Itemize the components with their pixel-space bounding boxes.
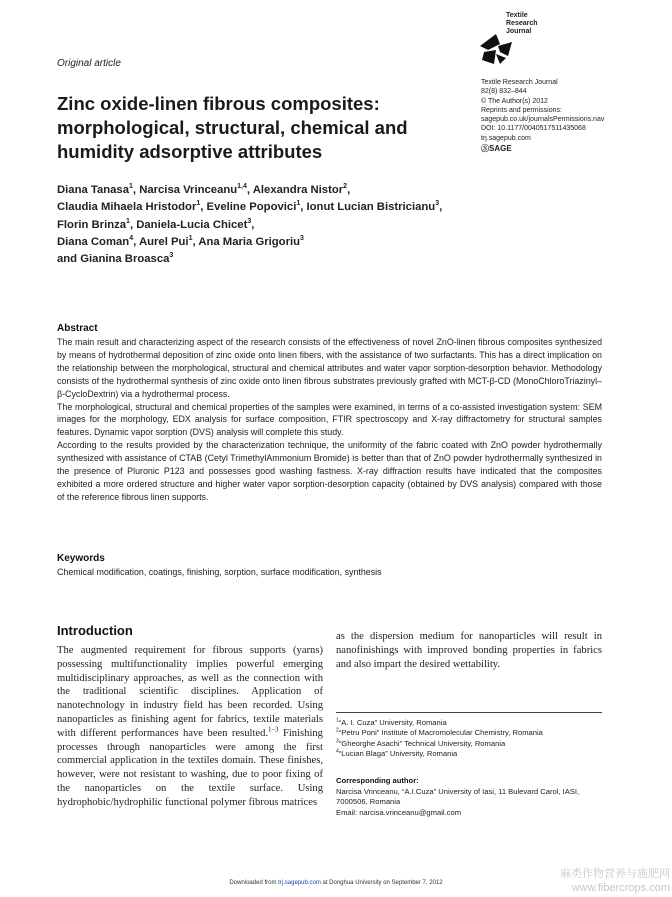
download-notice: Downloaded from trj.sagepub.com at Donghua University on September 7, 2012 [229,880,443,886]
introduction-right-column: as the dispersion medium for nanoparticles will result in nanofinishings with improved bonding properties in fabrics and also impart the desired wettability. [336,631,602,670]
affiliation-item: $^3$“Gheorghe Asachi” Technical University, Romania [336,738,506,748]
abstract-paragraph: According to the results provided by the characterization technique, the uniformity of the fabric coated with ZnO powder hydrothermally synthesized with assistance of CTAB (Cetyl TrimethylAmmonium Bromide) is better than that of ZnO powder hydrothermally synthesized in the presence of Pluronic P123 and possesses good washing fastness. X-ray diffraction results have indicated that the composites exhibited a more ordered structure and higher water vapor sorption-desorption capacity (obtained by DVS analysis) compared with those of the reference fibrous linen supports. [57,440,602,502]
corresponding-email: Email: narcisa.vrinceanu@gmail.com [336,807,462,817]
introduction-left-column: The augmented requirement for fibrous supports (yarns) possessing multifunctionality implies powerful emerging multidisciplinary approaches, as well as the connection with the traditional scientific disciplines. Application of nanotechnology in industry field has been recorded. Using nanoparticles as finishing agent for fabrics, textile materials with different performances have been resulted.$^{1-3}$ Finishing processes through nanoparticles were among the first commercial application in the textiles domain. These finishes, however, were not resistant to washing, due to poor fixing of the nanoparticles on the textile surface. Using hydrophobic/hydrophilic functional polymer fibrous matrices [57,645,323,808]
affiliation-item: $^2$“Petru Poni” Institute of Macromolecular Chemistry, Romania [336,727,543,738]
introduction-heading: Introduction [57,623,133,638]
footnote-divider [336,712,602,713]
affiliation-item: $^4$“Lucian Blaga” University, Romania [336,748,458,759]
journal-logo-mark-icon [478,34,514,64]
author-list: Diana Tanasa$^1$, Narcisa Vrinceanu$^{1,4}$, Alexandra Nistor$^2$, Claudia Mihaela Hristodor$^1$, Eveline Popovici$^1$, Ionut Lucian Bistricianu$^3$, Florin Brinza$^1$, Daniela-Lucia Chicet$^3$, Diana Coman$^4$, Aurel Pui$^1$, Ana Maria Grigoriu$^3$ and Gianina Broasca$^3$ [57,183,443,266]
affiliations [336,718,602,760]
affiliation-item: $^1$“A. I. Cuza” University, Romania [336,717,447,727]
corresponding-author-details: Narcisa Vrinceanu, “A.I.Cuza” University of Iasi, 11 Bulevard Carol, IASI, 7000506, Romania Email: narcisa.vrinceanu@gmail.com [336,787,602,818]
abstract-paragraph: The main result and characterizing aspect of the research consists of the effectiveness of novel ZnO-linen fibrous composites synthesized by means of hydrothermal deposition of zinc oxide onto linen fibers, with the assistance of two surfactants. This has a direct implication on the relationship between the morphological, structural and chemical attributes and water vapor sorption-desorption behavior. Methodology consists of the hydrothermal synthesis of zinc oxide onto linen fibrous substrates previously grafted with MCT-β-CD (MonoChloroTriazinyl–β-CycloDextrin) via a hydrothermal process. [57,337,602,399]
sage-logo: ⓈSAGE [481,144,512,154]
download-link[interactable]: trj.sagepub.com [278,880,321,886]
paper-title: Zinc oxide-linen fibrous composites: morphological, structural, chemical and humidity adsorptive attributes [57,93,408,162]
journal-logo-text: Textile Research Journal [506,12,538,35]
keywords-text: Chemical modification, coatings, finishing, sorption, surface modification, synthesis [57,567,382,577]
citation-marker: 1–3 [268,725,279,734]
keywords-heading: Keywords [57,553,105,564]
abstract-body [57,336,602,504]
abstract-heading: Abstract [57,323,98,334]
sage-s-icon: Ⓢ [481,144,489,154]
abstract-paragraph: The morphological, structural and chemical properties of the samples were examined, in terms of a co-assisted investigation system: SEM images for the morphology, EDX analysis for surface composition, FTIR spectroscopy and X-ray diffractometry for structural samples features. Dynamic vapor sorption (DVS) analysis will complete this study. [57,401,602,438]
journal-logo [478,12,550,72]
journal-meta: Textile Research Journal 82(8) 832–844 © The Author(s) 2012 Reprints and permissions: sagepub.co.uk/journalsPermissions.nav DOI: 10.1177/0040517511435068 trj.sagepub.com ⓈSAGE [481,79,605,154]
site-watermark: 麻类作物营养与施肥网 www.fibercrops.com [560,868,670,894]
corresponding-author-heading: Corresponding author: [336,776,419,785]
article-type-label: Original article [57,58,121,69]
